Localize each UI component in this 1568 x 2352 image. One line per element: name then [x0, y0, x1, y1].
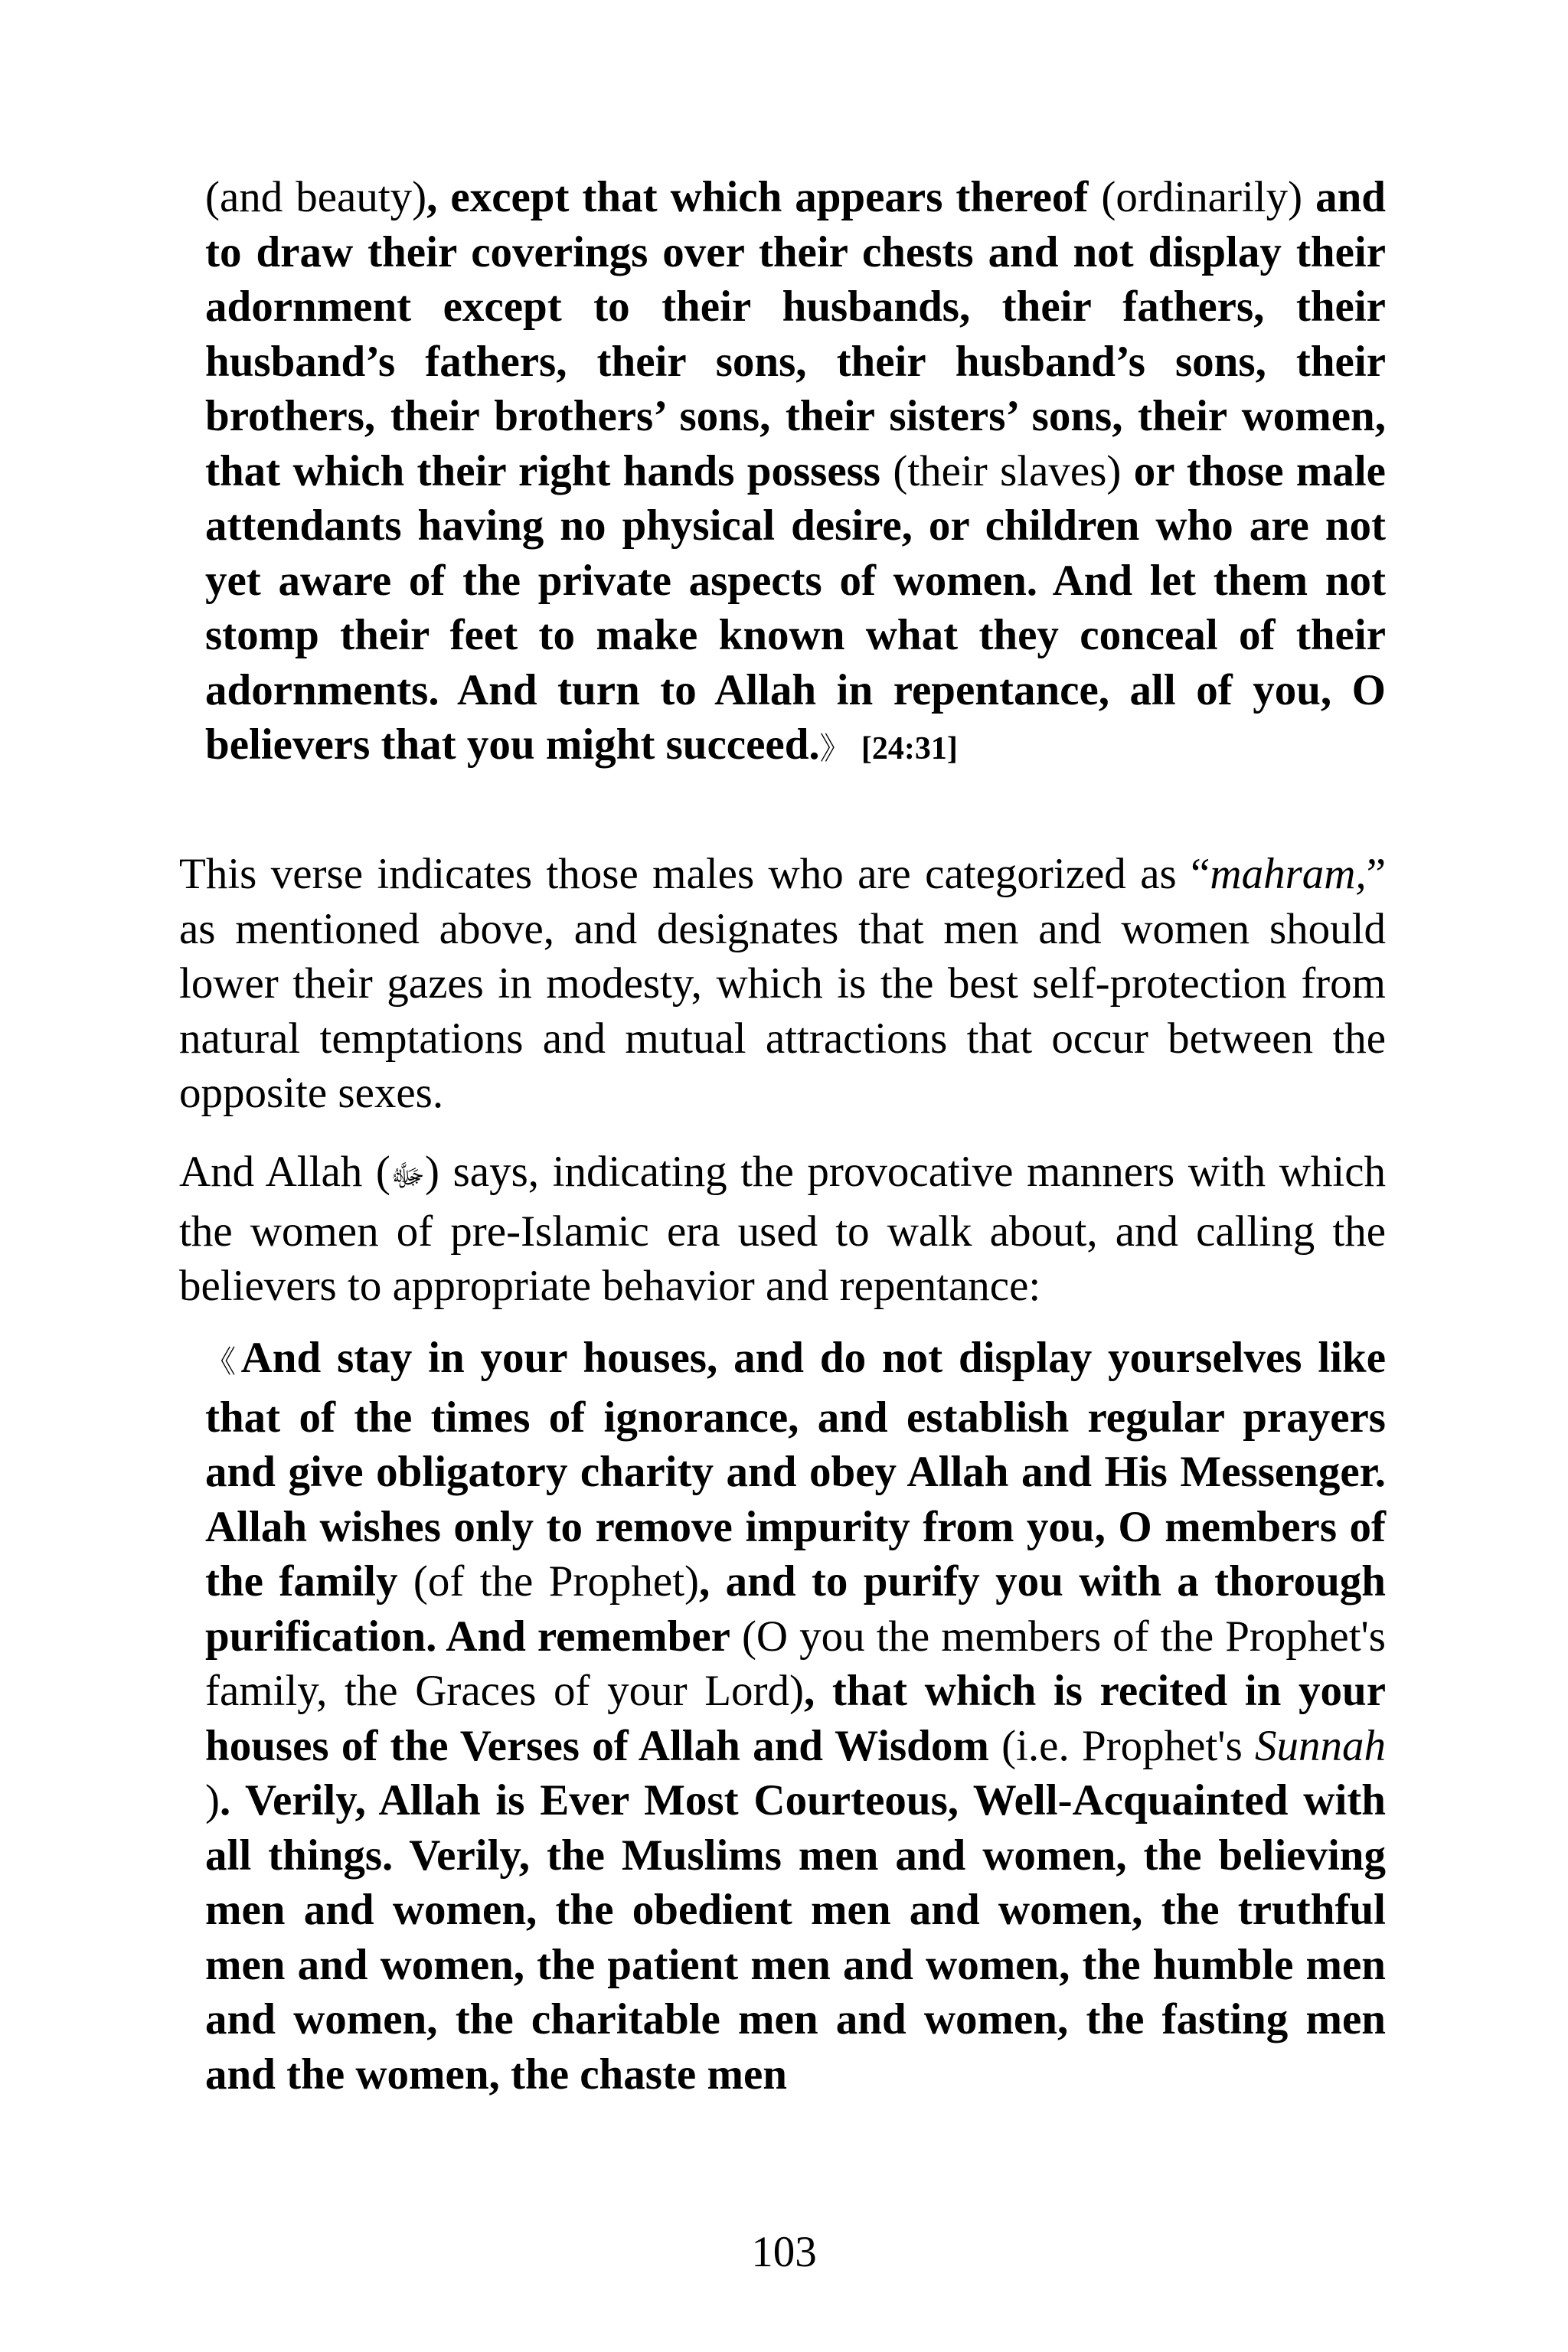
honorific-glyph-icon: ﷻ	[390, 1158, 426, 1194]
quran-quote-33-33	[205, 1331, 1386, 2102]
quote-1-seg-4: and to draw their coverings over their chests and not display their adornment except to their husbands, their fathers, their husband’s fathers, their sons, their husband’s sons, their brothers, their brothers’ sons, their sisters’ sons, their women, that which their right hands possess	[205, 173, 1386, 495]
page-number: 103	[751, 2228, 817, 2276]
quote-2-seg-8: )	[205, 1776, 220, 1824]
para-1-term-mahram: mahram,	[1210, 850, 1367, 898]
quote-2-seg-2: (of the Prophet)	[397, 1557, 700, 1606]
quote-1-seg-1: (and beauty)	[205, 173, 427, 221]
quote-2-seg-3: , and to purify you with a thorough purification. And remember	[205, 1557, 1386, 1661]
quote-1-seg-6: or those male attendants having no physical desire, or children who are not yet aware of the private aspects of women. And let them not stomp their feet to make known what they conceal of their adornments. And turn to Allah in repentance, all of you, O believers that you might succeed.	[205, 446, 1386, 769]
quote-2-seg-9: . Verily, Allah is Ever Most Courteous, Well-Acquainted with all things. Verily, the Muslims men and women, the believing men and women, the obedient men and women, the truthful men and women, the patient men and women, the humble men and women, the charitable men and women, the fasting men and the women, the chaste men	[205, 1776, 1386, 2099]
verse-reference: [24:31]	[861, 731, 958, 766]
para-1-seg-1: This verse indicates those males who are categorized as “	[179, 850, 1210, 898]
quote-2-seg-1: And stay in your houses, and do not display yourselves like that of the times of ignorance, and establish regular prayers and give obligatory charity and obey Allah and His Messenger. Allah wishes only to remove impurity from you, O members of the family	[205, 1334, 1386, 1606]
quote-2-seg-5: , that which is recited in your houses of the Verses of Allah and Wisdom	[205, 1667, 1386, 1770]
quote-2-seg-4: (O you the members of the Prophet's family, the Graces of your Lord)	[205, 1612, 1386, 1715]
para-2-seg-2: ) says, indicating the provocative manners with which the women of pre-Islamic era used to walk about, and calling the believers to appropriate behavior and repentance:	[179, 1148, 1387, 1310]
commentary-paragraph-2	[179, 1145, 1386, 1314]
para-2-seg-1: And Allah (	[179, 1148, 390, 1196]
quote-2-seg-6: (i.e. Prophet's	[988, 1721, 1255, 1770]
quote-1-seg-2: , except that which appears thereof	[426, 173, 1089, 221]
commentary-paragraph-1	[179, 847, 1386, 1121]
quote-1-seg-5: (their slaves)	[880, 446, 1134, 495]
opening-bracket-icon: 《	[205, 1344, 241, 1380]
quote-2-term-sunnah: Sunnah	[1255, 1721, 1386, 1770]
quran-quote-24-31	[205, 170, 1386, 777]
para-1-seg-3: ” as mentioned above, and designates that men and women should lower their gazes in modesty, which is the best self-protection from natural temptations and mutual attractions that occur between the opposite sexes.	[179, 850, 1386, 1117]
closing-bracket-icon: 》	[819, 731, 851, 766]
quote-1-seg-3: (ordinarily)	[1088, 173, 1316, 221]
